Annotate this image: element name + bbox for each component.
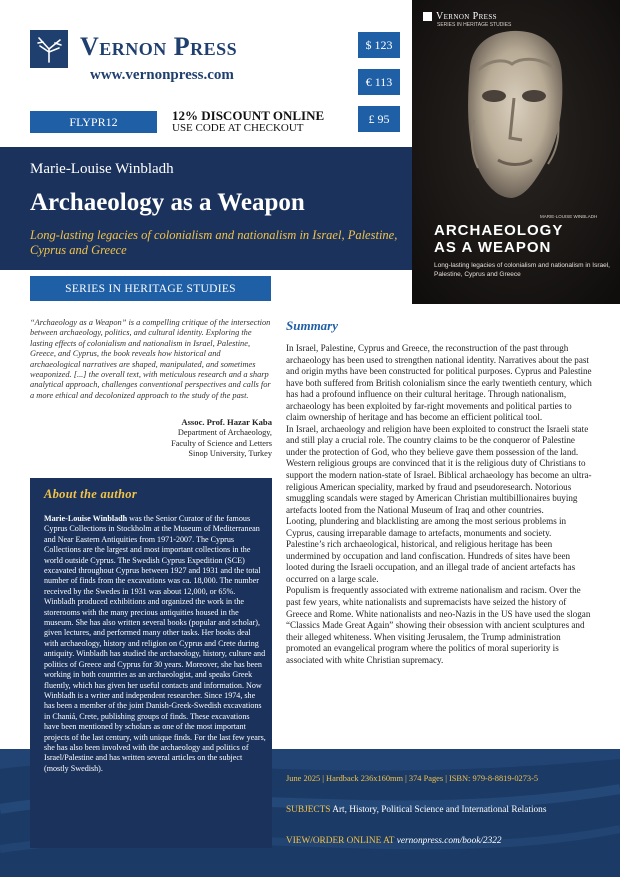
subjects-label: SUBJECTS bbox=[286, 805, 331, 815]
book-cover bbox=[412, 0, 620, 304]
endorsement-quote: “Archaeology as a Weapon” is a compelling critique of the intersection between archaeology, politics, and cultural identity. Exploring the lasting effects of colonialism and nationalism in Israel, Palestine, Greece, and Cyprus, the book reveals how historical and archaeological narratives are shaped, manipulated, and sometimes weaponized. [...] the overall text, with meticulous research and a sharp analytical approach, challenges conventional perspectives and calls for a more ethical and decolonized approach to the study of the past. bbox=[30, 318, 271, 400]
about-author-heading: About the author bbox=[44, 487, 138, 501]
subjects-list: Art, History, Political Science and International Relations bbox=[330, 805, 547, 815]
price-usd: $ 123 bbox=[358, 32, 400, 58]
summary-paragraph: Populism is frequently associated with extreme nationalism and racism. Over the past few years, white nationalists and supremacists have seized the history of Greece and Rome. White nationalists and neo-Nazis in the US have used the slogan “Classics Made Great Again” showing their obsession with ancient sculptures and their alleged whiteness. When visiting Jerusalem, the Trump administration promoted an evangelical program where the politics of moral superiority is associated with white Christian supremacy. bbox=[286, 585, 591, 665]
about-author-name: Marie-Louise Winbladh bbox=[44, 514, 128, 523]
price-eur: € 113 bbox=[358, 69, 400, 95]
book-title: Archaeology as a Weapon bbox=[30, 189, 305, 216]
publisher-logo bbox=[30, 30, 68, 68]
cover-logo-icon bbox=[423, 12, 432, 21]
price-gbp: £ 95 bbox=[358, 106, 400, 132]
about-author-text bbox=[44, 514, 266, 774]
cover-face-image bbox=[412, 0, 620, 304]
summary-text bbox=[286, 343, 592, 666]
publisher-name: Vernon Press bbox=[80, 32, 238, 61]
promo-code: FLYPR12 bbox=[30, 111, 157, 133]
discount-info bbox=[172, 109, 324, 135]
publisher-url[interactable]: www.vernonpress.com bbox=[90, 67, 234, 83]
book-subtitle: Long-lasting legacies of colonialism and nationalism in Israel, Palestine, Cyprus and Greece bbox=[30, 228, 398, 257]
book-author: Marie-Louise Winbladh bbox=[30, 161, 174, 177]
affiliation-line: Sinop University, Turkey bbox=[188, 449, 272, 458]
discount-headline: 12% DISCOUNT ONLINE bbox=[172, 108, 325, 123]
discount-instruction: USE CODE AT CHECKOUT bbox=[172, 122, 304, 134]
cover-title-line2: AS A WEAPON bbox=[434, 239, 552, 256]
cover-series: SERIES IN HERITAGE STUDIES bbox=[437, 22, 512, 28]
cover-brand: Vernon Press bbox=[436, 11, 497, 22]
cover-title-line1: ARCHAEOLOGY bbox=[434, 222, 564, 239]
order-link[interactable]: vernonpress.com/book/2322 bbox=[394, 836, 502, 846]
subjects bbox=[286, 805, 546, 815]
order-label: VIEW/ORDER ONLINE AT bbox=[286, 836, 395, 846]
endorser-name: Assoc. Prof. Hazar Kaba bbox=[181, 417, 272, 427]
endorser-affiliation bbox=[30, 428, 272, 460]
summary-heading: Summary bbox=[286, 318, 339, 333]
affiliation-line: Department of Archaeology, bbox=[177, 428, 272, 437]
cover-subtitle: Long-lasting legacies of colonialism and nationalism in Israel, Palestine, Cyprus and Greece bbox=[434, 262, 610, 278]
order-online bbox=[286, 836, 502, 846]
summary-paragraph: In Israel, archaeology and religion have been exploited to construct the Israeli state and still play a crucial role. The country claims to be the conqueror of Palestine under the protection of God, who they believe gave them possession of the land. Western religious groups are convinced that it is the religious duty of Christians to support the modern nation-state of Israel. Biblical archaeology has become an ultra-religious American speciality, marked by fraud and pseudoresearch. Notorious smuggling scandals were staged by American Christian multibillionaires buying artefacts looted from the National Museum of Iraq and other countries. bbox=[286, 423, 592, 515]
summary-paragraph: In Israel, Palestine, Cyprus and Greece, the reconstruction of the past through archaeology has been used to strengthen national identity. Narratives about the past and origin myths have been constructed for political purposes. Cyprus and Palestine have both suffered from British colonialism since the early twentieth century, which has had a profound influence on their cultural heritage. Through nationalism, archaeology has been exploited by far-right movements and political parties to claim ownership of heritage and has become an efficient political tool. bbox=[286, 343, 592, 423]
book-meta: June 2025 | Hardback 236x160mm | 374 Pages | ISBN: 979-8-8819-0273-5 bbox=[286, 774, 539, 783]
affiliation-line: Faculty of Science and Letters bbox=[171, 438, 272, 448]
summary-paragraph: Looting, plundering and blacklisting are among the most serious problems in Cyprus, causing irreparable damage to artefacts, monuments and society. Palestine’s rich archaeological, historical, and religious heritage has been undermined by occupation and land confiscation. Hundreds of sites have been looted during the Israeli occupation, and an illegal trade of ancient artefacts has occurred on a large scale. bbox=[286, 516, 576, 584]
tree-logo-icon bbox=[34, 34, 64, 64]
about-author-bio: was the Senior Curator of the famous Cyprus Collections in Stockholm at the Museum of Mediterranean and Near Eastern Antiquities from 1971-2007. The Cyprus Collections are the largest and most important collections in the world outside Cyprus. The Swedish Cyprus Expedition (SCE) excavated throughout Cyprus between 1927 and 1931 and the total number of finds from the excavations was ca. 18,000. The number received by the Swedes in 1931 was about 12,000, or 65%. Winbladh produced exhibitions and organized the work in the storerooms with the many precious antiquities housed in the museum. She has also written several books (popular and scholar), given lectures, and performed many other tasks. Her books deal with archaeology, history and religion on Cyprus and Crete during antiquity. Winbladh has studied the archaeology, history, culture and politics of Greece and Cyprus for 30 years. Moreover, she has been working in both countries as an archaeologist, and speaks Greek fluently, which has given her useful contacts and information. Now Winbladh is a writer and independent researcher. Since 1974, she has been a member of the joint Danish-Greek-Swedish excavations in Chaniá, Crete, publishing groups of finds. These excavations have been mentioned by scholars as one of the most important projects of the last century, with unique finds. For the last few years, she has also been involved with the archaeology and politics of Israel/Palestine and has written several articles on the subject (mostly Swedish). bbox=[44, 514, 266, 773]
cover-title bbox=[434, 222, 563, 256]
cover-author: MARIE-LOUISE WINBLADH bbox=[540, 214, 598, 219]
series-label: SERIES IN HERITAGE STUDIES bbox=[30, 276, 271, 301]
